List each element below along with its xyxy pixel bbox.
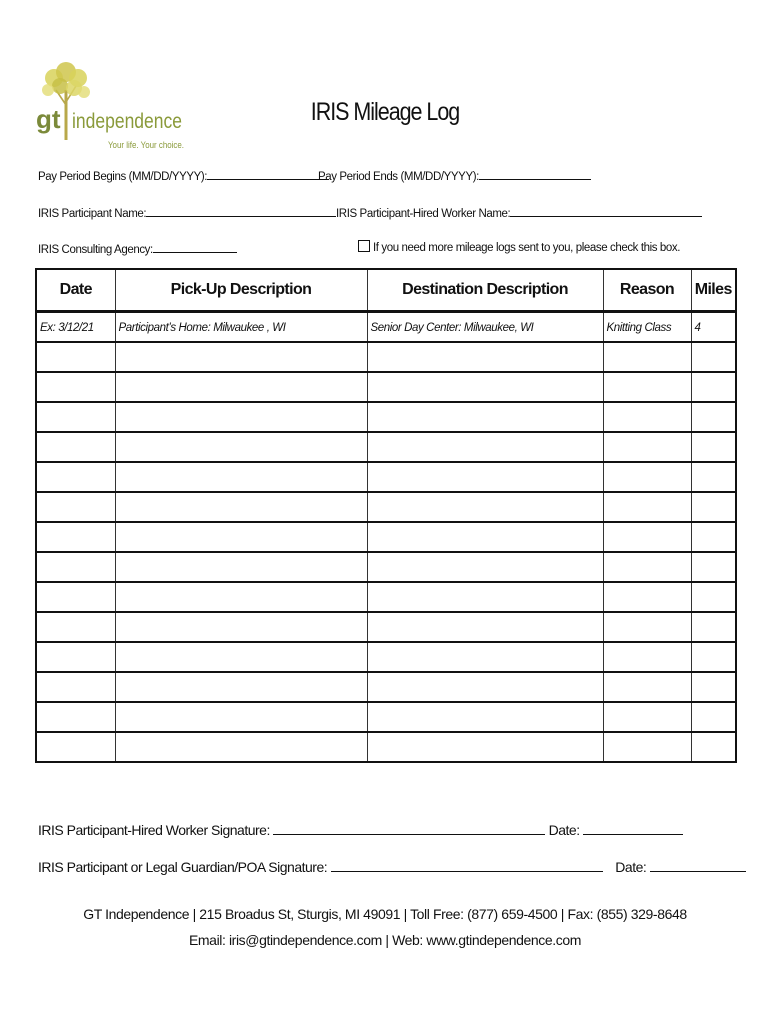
pay-period-begins-field[interactable] (38, 167, 329, 183)
table-row (36, 462, 736, 492)
table-cell[interactable] (367, 402, 603, 432)
table-cell[interactable] (691, 522, 736, 552)
table-cell[interactable] (115, 642, 367, 672)
table-cell[interactable] (367, 342, 603, 372)
table-cell[interactable] (691, 432, 736, 462)
table-cell[interactable] (115, 432, 367, 462)
table-cell[interactable] (367, 702, 603, 732)
table-cell[interactable] (367, 672, 603, 702)
table-cell[interactable] (603, 552, 691, 582)
worker-date-line[interactable] (583, 820, 683, 835)
table-cell[interactable] (36, 702, 115, 732)
table-cell[interactable] (36, 552, 115, 582)
table-cell[interactable] (36, 642, 115, 672)
table-cell[interactable] (115, 462, 367, 492)
table-cell[interactable] (115, 522, 367, 552)
table-cell[interactable] (367, 642, 603, 672)
table-cell[interactable] (367, 732, 603, 762)
table-cell[interactable] (367, 492, 603, 522)
table-cell[interactable] (691, 492, 736, 522)
table-cell[interactable] (691, 372, 736, 402)
table-cell[interactable] (691, 642, 736, 672)
table-row (36, 582, 736, 612)
mileage-log-table (35, 268, 737, 763)
table-cell[interactable] (603, 462, 691, 492)
table-cell[interactable] (36, 462, 115, 492)
participant-name-label: IRIS Participant Name: (38, 208, 147, 220)
worker-date-label: Date: (548, 822, 580, 838)
table-cell[interactable] (115, 612, 367, 642)
table-cell[interactable] (367, 372, 603, 402)
table-row (36, 402, 736, 432)
table-cell[interactable] (36, 402, 115, 432)
example-pickup: Participant’s Home: Milwaukee , WI (115, 312, 367, 342)
table-cell[interactable] (603, 522, 691, 552)
col-header-destination: Destination Description (367, 269, 603, 312)
pay-period-ends-line[interactable] (479, 167, 591, 180)
table-cell[interactable] (367, 552, 603, 582)
table-cell[interactable] (115, 372, 367, 402)
table-cell[interactable] (367, 462, 603, 492)
example-row (36, 312, 736, 342)
footer-address: GT Independence | 215 Broadus St, Sturgis, MI 49091 | Toll Free: (877) 659-4500 | Fax: (855) 329-8648 (83, 906, 687, 922)
table-cell[interactable] (603, 372, 691, 402)
pay-period-ends-field[interactable] (318, 167, 591, 183)
table-cell[interactable] (115, 672, 367, 702)
worker-signature-line[interactable] (273, 820, 545, 835)
example-destination: Senior Day Center: Milwaukee, WI (367, 312, 603, 342)
pay-period-ends-label: Pay Period Ends (MM/DD/YYYY): (318, 171, 479, 183)
table-cell[interactable] (691, 552, 736, 582)
table-row (36, 372, 736, 402)
table-row (36, 612, 736, 642)
table-cell[interactable] (36, 732, 115, 762)
table-cell[interactable] (367, 582, 603, 612)
table-cell[interactable] (36, 492, 115, 522)
table-cell[interactable] (36, 612, 115, 642)
table-cell[interactable] (115, 582, 367, 612)
table-header-row (36, 269, 736, 312)
table-cell[interactable] (603, 642, 691, 672)
footer-contact: Email: iris@gtindependence.com | Web: www.gtindependence.com (188, 932, 582, 948)
pay-period-begins-label: Pay Period Begins (MM/DD/YYYY): (38, 171, 208, 183)
table-cell[interactable] (115, 732, 367, 762)
table-cell[interactable] (603, 702, 691, 732)
worker-signature-field[interactable] (38, 820, 683, 838)
table-cell[interactable] (691, 702, 736, 732)
table-row (36, 702, 736, 732)
col-header-date: Date (36, 269, 115, 312)
table-cell[interactable] (691, 732, 736, 762)
table-cell[interactable] (691, 672, 736, 702)
guardian-date-label: Date: (615, 859, 647, 875)
table-cell[interactable] (691, 402, 736, 432)
table-cell[interactable] (367, 432, 603, 462)
table-cell[interactable] (36, 372, 115, 402)
table-cell[interactable] (36, 672, 115, 702)
col-header-miles: Miles (691, 269, 736, 312)
table-cell[interactable] (603, 732, 691, 762)
more-logs-option[interactable] (358, 240, 680, 254)
table-cell[interactable] (691, 612, 736, 642)
table-row (36, 552, 736, 582)
logo-brand-name: independence (72, 110, 182, 133)
guardian-signature-field[interactable] (38, 857, 746, 875)
consulting-agency-line[interactable] (153, 240, 237, 253)
table-cell[interactable] (115, 402, 367, 432)
table-cell[interactable] (36, 342, 115, 372)
table-cell[interactable] (115, 342, 367, 372)
more-logs-checkbox[interactable] (358, 240, 370, 252)
table-cell[interactable] (691, 462, 736, 492)
worker-name-line[interactable] (510, 204, 702, 217)
table-cell[interactable] (691, 342, 736, 372)
example-miles: 4 (691, 312, 736, 342)
pay-period-begins-line[interactable] (207, 167, 329, 180)
table-cell[interactable] (603, 492, 691, 522)
worker-signature-label: IRIS Participant-Hired Worker Signature: (38, 822, 270, 838)
table-cell[interactable] (367, 612, 603, 642)
consulting-agency-label: IRIS Consulting Agency: (38, 244, 153, 256)
table-row (36, 432, 736, 462)
table-cell[interactable] (603, 402, 691, 432)
worker-name-label: IRIS Participant-Hired Worker Name: (336, 208, 511, 220)
table-cell[interactable] (603, 342, 691, 372)
table-cell[interactable] (691, 582, 736, 612)
table-row (36, 522, 736, 552)
col-header-reason: Reason (603, 269, 691, 312)
table-cell[interactable] (115, 702, 367, 732)
table-cell[interactable] (603, 612, 691, 642)
guardian-signature-label: IRIS Participant or Legal Guardian/POA Signature: (38, 859, 328, 875)
logo-gt: gt (36, 104, 61, 134)
worker-name-field[interactable] (336, 204, 702, 220)
table-row (36, 672, 736, 702)
table-cell[interactable] (603, 672, 691, 702)
table-cell[interactable] (603, 582, 691, 612)
participant-name-field[interactable] (38, 204, 336, 220)
logo-tagline: Your life. Your choice. (108, 140, 184, 151)
table-row (36, 642, 736, 672)
table-cell[interactable] (367, 522, 603, 552)
table-row (36, 492, 736, 522)
example-date: Ex: 3/12/21 (36, 312, 115, 342)
table-cell[interactable] (36, 582, 115, 612)
table-cell[interactable] (36, 522, 115, 552)
participant-name-line[interactable] (146, 204, 336, 217)
col-header-pickup: Pick-Up Description (115, 269, 367, 312)
guardian-signature-line[interactable] (331, 857, 603, 872)
guardian-date-line[interactable] (650, 857, 746, 872)
consulting-agency-field[interactable] (38, 240, 237, 256)
more-logs-label: If you need more mileage logs sent to you, please check this box. (373, 242, 681, 254)
table-cell[interactable] (603, 432, 691, 462)
table-row (36, 342, 736, 372)
table-cell[interactable] (115, 552, 367, 582)
example-reason: Knitting Class (603, 312, 691, 342)
page-title: IRIS Mileage Log (310, 98, 460, 126)
table-cell[interactable] (36, 432, 115, 462)
table-cell[interactable] (115, 492, 367, 522)
table-row (36, 732, 736, 762)
